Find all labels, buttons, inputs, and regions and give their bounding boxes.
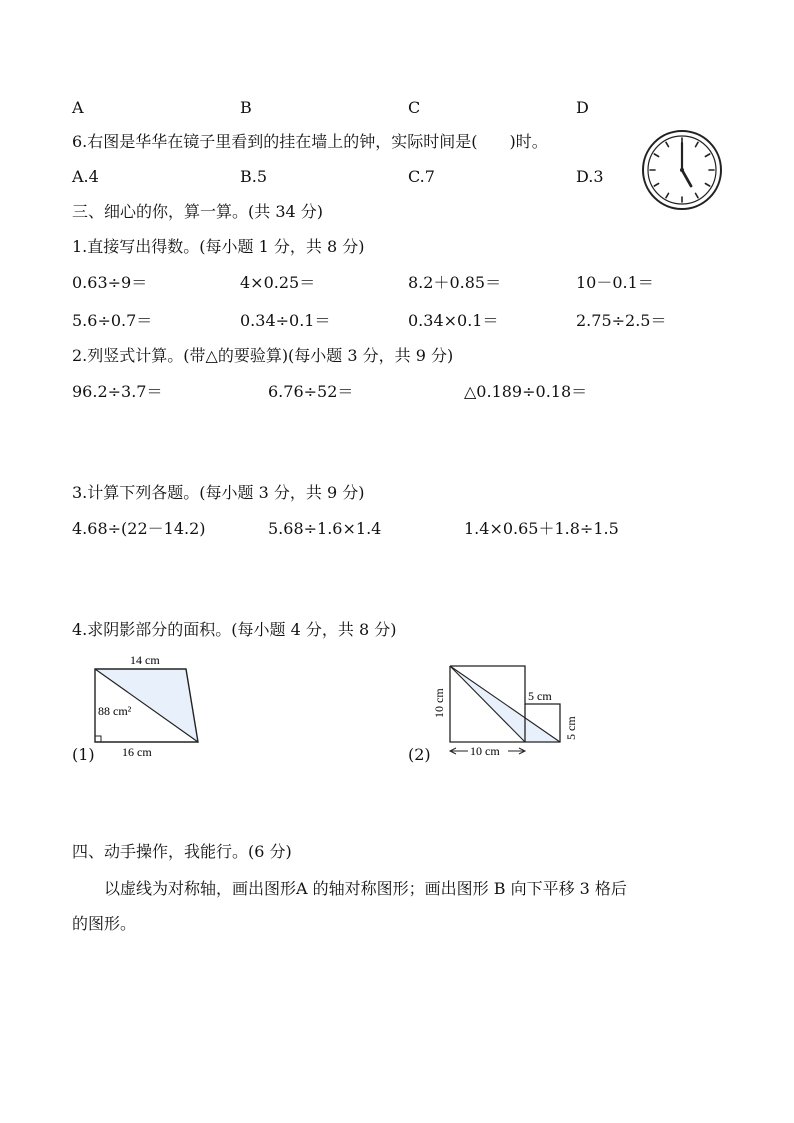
part1-title: 1.直接写出得数。(每小题 1 分，共 8 分): [72, 237, 365, 256]
q6-option-a: A.4: [72, 167, 99, 186]
part3-title: 3.计算下列各题。(每小题 3 分，共 9 分): [72, 483, 365, 502]
q6-option-b: B.5: [240, 167, 268, 186]
section4-instruction-line1: 以虚线为对称轴，画出图形A 的轴对称图形；画出图形 B 向下平移 3 格后: [104, 879, 627, 898]
q5-option-d: D: [576, 98, 589, 117]
figure2-bottom-label: 10 cm: [470, 744, 500, 758]
section4-title: 四、动手操作，我能行。(6 分): [72, 842, 292, 861]
q5-option-b: B: [240, 98, 252, 117]
figure1-top-label: 14 cm: [130, 653, 160, 667]
expression-1: 4.68÷(22－14.2): [72, 519, 206, 538]
figure2-label: (2): [408, 745, 431, 764]
section4-instruction-line2: 的图形。: [72, 914, 137, 933]
figure1-label: (1): [72, 745, 95, 764]
expression-3: 1.4×0.65＋1.8÷1.5: [464, 519, 619, 538]
oral-calc-3: 8.2＋0.85＝: [408, 273, 502, 292]
vertical-calc-3: △0.189÷0.18＝: [464, 382, 588, 401]
figure2-side-label: 10 cm: [432, 688, 446, 718]
q6-option-c: C.7: [408, 167, 435, 186]
figure2-step-height-label: 5 cm: [564, 716, 578, 740]
oral-calc-6: 0.34÷0.1＝: [240, 311, 331, 330]
oral-calc-4: 10－0.1＝: [576, 273, 654, 292]
figure1-trapezoid: [88, 648, 208, 760]
part2-title: 2.列竖式计算。(带△的要验算)(每小题 3 分，共 9 分): [72, 346, 454, 365]
expression-2: 5.68÷1.6×1.4: [268, 519, 382, 538]
q5-option-c: C: [408, 98, 421, 117]
figure2-step-width-label: 5 cm: [528, 689, 552, 703]
mirror-clock-icon: [640, 128, 724, 212]
q6-option-d: D.3: [576, 167, 604, 186]
figure1-bottom-label: 16 cm: [122, 745, 152, 759]
q5-option-a: A: [72, 98, 84, 117]
q6-question: 6.右图是华华在镜子里看到的挂在墙上的钟，实际时间是( )时。: [72, 132, 548, 151]
figure1-area-label: 88 cm²: [98, 704, 132, 718]
oral-calc-7: 0.34×0.1＝: [408, 311, 499, 330]
vertical-calc-2: 6.76÷52＝: [268, 382, 354, 401]
section3-title: 三、细心的你，算一算。(共 34 分): [72, 202, 324, 221]
oral-calc-5: 5.6÷0.7＝: [72, 311, 153, 330]
oral-calc-1: 0.63÷9＝: [72, 273, 148, 292]
oral-calc-2: 4×0.25＝: [240, 273, 316, 292]
oral-calc-8: 2.75÷2.5＝: [576, 311, 667, 330]
vertical-calc-1: 96.2÷3.7＝: [72, 382, 163, 401]
part4-title: 4.求阴影部分的面积。(每小题 4 分，共 8 分): [72, 620, 397, 639]
figure2-composite-shape: [428, 656, 588, 766]
